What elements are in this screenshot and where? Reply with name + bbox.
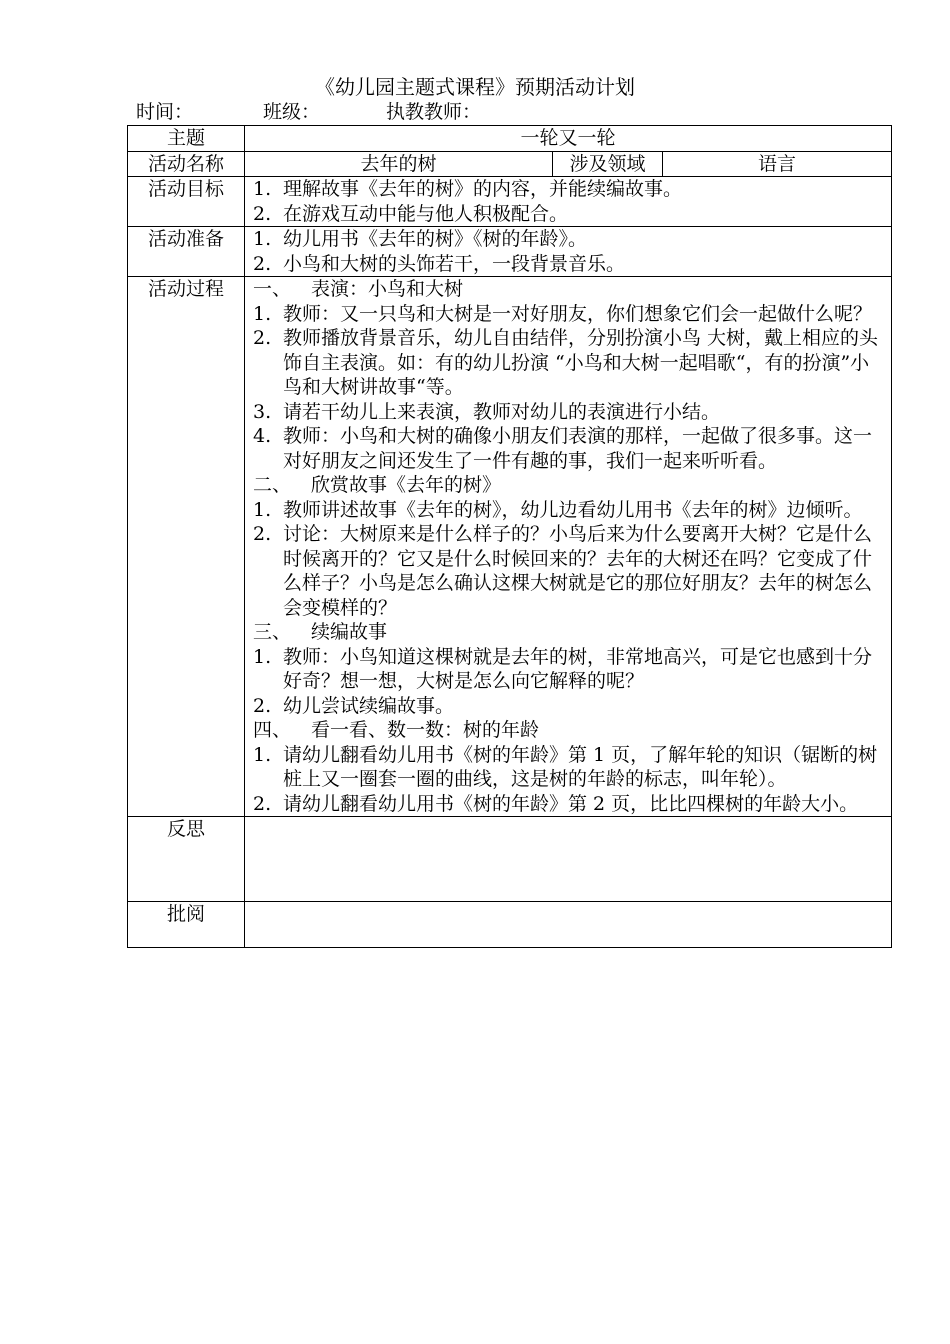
item-text: 教师播放背景音乐，幼儿自由结伴，分别扮演小鸟 大树，戴上相应的头饰自主表演。如：有的幼儿扮演 “小鸟和大树一起唱歌“，有的扮演”小鸟和大树讲故事“等。	[283, 327, 879, 398]
section-title: 表演：小鸟和大树	[311, 278, 464, 300]
list-item	[253, 743, 885, 792]
teacher-label: 执教教师：	[386, 101, 482, 123]
item-text: 幼儿用书《去年的树》《树的年龄》。	[283, 228, 588, 250]
info-line	[136, 100, 481, 124]
activity-plan-table	[127, 125, 892, 948]
section-number: 一、	[253, 278, 292, 300]
item-text: 教师讲述故事《去年的树》，幼儿边看幼儿用书《去年的树》边倾听。	[283, 498, 863, 521]
item-text: 请若干幼儿上来表演，教师对幼儿的表演进行小结。	[283, 400, 721, 423]
review-label: 批阅	[128, 902, 245, 948]
item-number: 4.	[253, 425, 272, 447]
item-number: 1.	[253, 645, 272, 668]
prep-label: 活动准备	[128, 227, 245, 277]
section-number: 二、	[253, 474, 292, 496]
item-text: 在游戏互动中能与他人积极配合。	[283, 202, 569, 225]
theme-label: 主题	[128, 126, 245, 152]
section-number: 三、	[253, 621, 292, 643]
goals-cell	[245, 177, 892, 227]
list-item	[253, 326, 885, 400]
item-number: 1.	[253, 743, 272, 766]
activity-name-value: 去年的树	[245, 151, 553, 177]
theme-value: 一轮又一轮	[245, 126, 892, 152]
review-row	[128, 902, 892, 948]
review-cell	[245, 902, 892, 948]
item-number: 2.	[253, 327, 272, 349]
reflection-cell	[245, 817, 892, 902]
reflection-label: 反思	[128, 817, 245, 902]
item-text: 教师：小鸟知道这棵树就是去年的树，非常地高兴，可是它也感到十分好奇？想一想，大树是怎么向它解释的呢？	[283, 645, 873, 692]
process-step-list	[253, 302, 885, 474]
reflection-row	[128, 817, 892, 902]
process-step-list	[253, 645, 885, 719]
item-number: 2.	[253, 252, 272, 275]
goals-row	[128, 177, 892, 227]
item-number: 3.	[253, 400, 272, 423]
activity-name-label: 活动名称	[128, 151, 245, 177]
list-item	[253, 792, 885, 817]
process-step-list	[253, 498, 885, 621]
process-step-list	[253, 743, 885, 817]
list-item	[253, 302, 885, 327]
prep-row	[128, 227, 892, 277]
process-section-heading	[253, 277, 885, 302]
item-text: 讨论：大树原来是什么样子的？小鸟后来为什么要离开大树？它是什么时候离开的？它又是什么时候回来的？去年的大树还在吗？它变成了什么样子？小鸟是怎么确认这棵大树就是它的那位好朋友？去年的树怎么会变模样的？	[283, 523, 873, 619]
process-label: 活动过程	[128, 277, 245, 817]
list-item	[253, 694, 885, 719]
item-text: 小鸟和大树的头饰若干，一段背景音乐。	[283, 252, 626, 275]
list-item	[253, 498, 885, 523]
section-title: 续编故事	[311, 621, 388, 643]
theme-row	[128, 126, 892, 152]
section-title: 欣赏故事《去年的树》	[311, 474, 502, 496]
page-title: 《幼儿园主题式课程》预期活动计划	[315, 75, 635, 99]
list-item	[253, 227, 885, 252]
item-number: 2.	[253, 694, 272, 717]
item-number: 2.	[253, 792, 272, 815]
process-section-heading	[253, 620, 885, 645]
goals-list	[253, 177, 885, 226]
process-section-heading	[253, 473, 885, 498]
process-section-heading	[253, 718, 885, 743]
list-item	[253, 400, 885, 425]
prep-list	[253, 227, 885, 276]
list-item	[253, 252, 885, 277]
list-item	[253, 522, 885, 620]
item-number: 1.	[253, 178, 272, 200]
item-number: 1.	[253, 302, 272, 325]
section-title: 看一看、数一数：树的年龄	[311, 719, 540, 741]
activity-name-row	[128, 151, 892, 177]
time-label: 时间：	[136, 101, 194, 123]
list-item	[253, 202, 885, 227]
process-cell	[245, 277, 892, 817]
prep-cell	[245, 227, 892, 277]
item-text: 请幼儿翻看幼儿用书《树的年龄》第 2 页，比比四棵树的年龄大小。	[283, 792, 859, 815]
item-number: 1.	[253, 498, 272, 521]
domain-label: 涉及领域	[553, 151, 663, 177]
item-number: 1.	[253, 228, 272, 250]
process-row	[128, 277, 892, 817]
list-item	[253, 645, 885, 694]
section-number: 四、	[253, 719, 292, 741]
item-text: 请幼儿翻看幼儿用书《树的年龄》第 1 页，了解年轮的知识（锯断的树桩上又一圈套一圈的曲线，这是树的年龄的标志，叫年轮）。	[283, 743, 878, 790]
item-text: 教师：小鸟和大树的确像小朋友们表演的那样，一起做了很多事。这一对好朋友之间还发生了一件有趣的事，我们一起来听听看。	[283, 425, 873, 472]
item-number: 2.	[253, 202, 272, 225]
list-item	[253, 424, 885, 473]
item-text: 幼儿尝试续编故事。	[283, 694, 455, 717]
class-label: 班级：	[263, 101, 321, 123]
item-text: 教师：又一只鸟和大树是一对好朋友，你们想象它们会一起做什么呢？	[283, 302, 873, 325]
domain-value: 语言	[663, 151, 892, 177]
goals-label: 活动目标	[128, 177, 245, 227]
item-number: 2.	[253, 523, 272, 545]
item-text: 理解故事《去年的树》的内容，并能续编故事。	[283, 178, 683, 200]
list-item	[253, 177, 885, 202]
